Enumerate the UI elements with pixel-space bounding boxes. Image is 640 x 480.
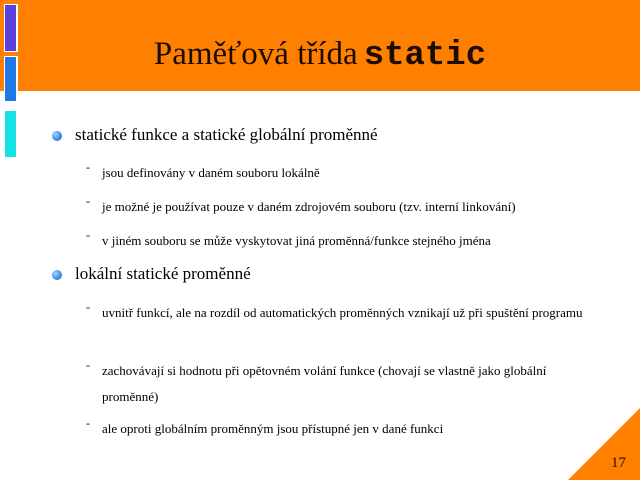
dash-icon: - bbox=[86, 300, 90, 314]
sub-bullet-text: v jiném souboru se může vyskytovat jiná proměnná/funkce stejného jména bbox=[102, 233, 491, 248]
bullet-icon bbox=[52, 131, 62, 141]
sub-bullet-text: je možné je používat pouze v daném zdrojovém souboru (tzv. interní linkování) bbox=[102, 199, 516, 214]
corner-decoration bbox=[568, 408, 640, 480]
page-number: 17 bbox=[611, 455, 626, 471]
bullet-text: lokální statické proměnné bbox=[75, 264, 251, 283]
bullet-text: statické funkce a statické globální proměnné bbox=[75, 125, 378, 144]
slide-title-keyword: static bbox=[363, 37, 487, 75]
dash-icon: - bbox=[86, 416, 90, 430]
sub-bullet-text: ale oproti globálním proměnným jsou přístupné jen v dané funkci bbox=[102, 421, 444, 436]
sub-bullet-text: uvnitř funkcí, ale na rozdíl od automatických proměnných vznikají už při spuštění programu bbox=[102, 305, 583, 320]
slide-title-text: Paměťová třída bbox=[153, 36, 358, 72]
dash-icon: - bbox=[86, 358, 90, 372]
sub-bullet-text: zachovávají si hodnotu při opětovném volání funkce (chovají se vlastně jako globální proměnné) bbox=[102, 363, 547, 404]
bullet-icon bbox=[52, 270, 62, 280]
sub-bullet-text: jsou definovány v daném souboru lokálně bbox=[102, 165, 320, 180]
dash-icon: - bbox=[86, 160, 90, 174]
dash-icon: - bbox=[86, 194, 90, 208]
dash-icon: - bbox=[86, 228, 90, 242]
